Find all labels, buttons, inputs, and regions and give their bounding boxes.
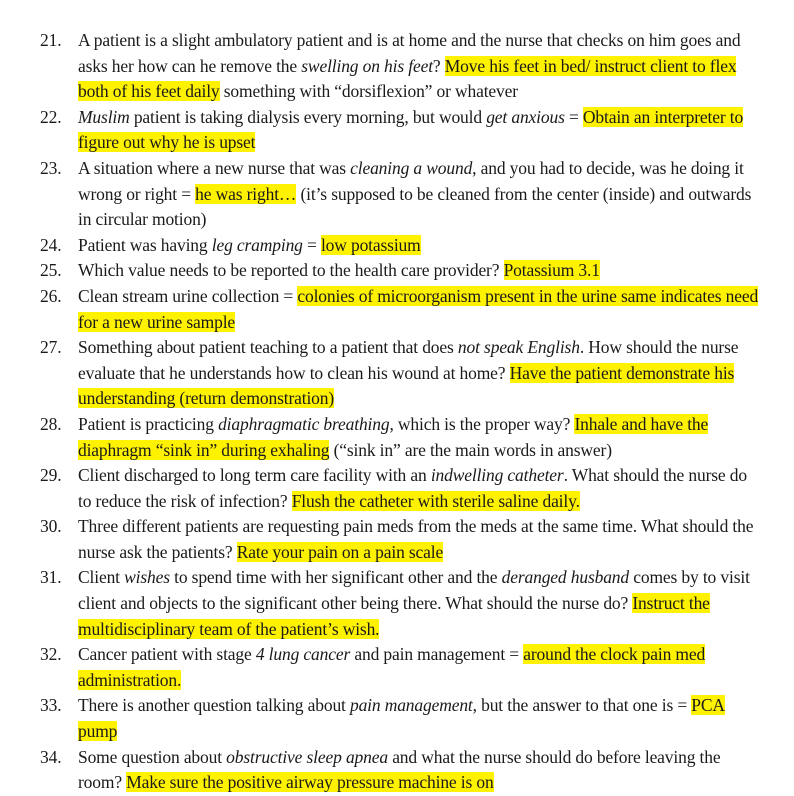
question-text: , but the answer to that one is = (472, 695, 692, 716)
highlighted-answer: he was right… (195, 183, 297, 204)
item-number: 29. (40, 465, 62, 486)
list-item-29 (40, 463, 764, 514)
question-text: patient is taking dialysis every morning, but would (129, 106, 487, 127)
question-text: Three different patients are requesting pain meds from the meds at the same time. What should the nurse ask the patients? (78, 516, 754, 562)
question-text: Cancer patient with stage (78, 644, 256, 665)
list-item-24 (40, 233, 764, 259)
question-text: There is another question talking about (78, 695, 350, 716)
item-number: 28. (40, 413, 62, 434)
item-number: 33. (40, 695, 62, 716)
emphasis-text: get anxious (486, 106, 565, 127)
list-item-26 (40, 284, 764, 335)
emphasis-text: Muslim (78, 106, 130, 127)
item-number: 34. (40, 746, 62, 767)
emphasis-text: diaphragmatic breathing (218, 413, 390, 434)
highlighted-answer: Obtain an interpreter to figure out why he is upset (78, 106, 744, 153)
emphasis-text: 4 lung cancer (255, 644, 351, 665)
highlighted-answer: Have the patient demonstrate his understanding (return demonstration) (78, 362, 735, 409)
item-number: 21. (40, 30, 62, 50)
question-text: ? (432, 55, 445, 76)
list-item-31 (40, 565, 764, 642)
highlighted-answer: Instruct the multidisciplinary team of the patient’s wish. (78, 593, 710, 639)
list-item-34 (40, 745, 764, 796)
question-text: Some question about (78, 746, 227, 767)
item-number: 30. (40, 516, 62, 537)
question-text: and pain management = (350, 644, 524, 665)
question-text: comes by to visit client and objects to the significant other being there. What should the nurse do? (78, 567, 750, 614)
list-item-22 (40, 105, 764, 156)
question-text: Client (78, 567, 125, 588)
question-text: Patient is practicing (78, 413, 219, 434)
emphasis-text: cleaning a wound (350, 157, 473, 178)
highlighted-answer: low potassium (320, 234, 421, 255)
question-list (40, 28, 764, 796)
question-text: . How should the nurse evaluate that he understands how to clean his wound at home? (78, 337, 739, 383)
highlighted-answer: Inhale and have the diaphragm “sink in” during exhaling (78, 413, 709, 460)
item-number: 23. (40, 157, 62, 178)
question-text: something with “dorsiflexion” or whatever (219, 81, 518, 102)
list-item-27 (40, 335, 764, 412)
item-number: 31. (40, 567, 62, 588)
emphasis-text: not speak English (457, 337, 580, 358)
list-item-32 (40, 642, 764, 693)
list-item-23 (40, 156, 764, 233)
question-text: Clean stream urine collection = (78, 285, 298, 306)
highlighted-answer: Move his feet in bed/ instruct client to flex both of his feet daily (78, 55, 737, 102)
item-number: 25. (40, 260, 62, 281)
question-text: Client discharged to long term care facility with an (78, 465, 431, 486)
question-text: and what the nurse should do before leaving the room? (78, 746, 721, 793)
question-text: A situation where a new nurse that was (78, 157, 351, 178)
list-item-25 (40, 258, 764, 284)
emphasis-text: wishes (124, 567, 170, 588)
question-text: A patient is a slight ambulatory patient and is at home and the nurse that checks on him goes and asks her how can he remove the (78, 30, 741, 76)
question-text: = (302, 234, 321, 255)
highlighted-answer: around the clock pain med administration. (78, 644, 706, 690)
list-item-30 (40, 514, 764, 565)
highlighted-answer: Rate your pain on a pain scale (236, 541, 444, 562)
question-text: Something about patient teaching to a patient that does (78, 337, 458, 358)
emphasis-text: pain management (349, 695, 473, 716)
highlighted-answer: PCA pump (78, 695, 725, 742)
emphasis-text: swelling on his feet (301, 55, 433, 76)
question-text: (“sink in” are the main words in answer) (329, 439, 612, 460)
highlighted-answer: colonies of microorganism present in the urine same indicates need for a new urine sample (78, 285, 759, 332)
question-text: Which value needs to be reported to the health care provider? (78, 260, 504, 281)
item-number: 32. (40, 644, 62, 665)
list-item-28 (40, 412, 764, 463)
item-number: 24. (40, 234, 62, 255)
list-item-33 (40, 693, 764, 744)
highlighted-answer: Potassium 3.1 (503, 260, 600, 281)
question-text: , which is the proper way? (389, 413, 575, 434)
item-number: 27. (40, 337, 62, 358)
question-text: to spend time with her significant other and the (169, 567, 502, 588)
emphasis-text: obstructive sleep apnea (226, 746, 388, 767)
question-text: (it’s supposed to be cleaned from the center (inside) and outwards in circular motion) (78, 183, 752, 230)
question-text: Patient was having (78, 234, 212, 255)
item-number: 22. (40, 106, 62, 127)
highlighted-answer: Make sure the positive airway pressure machine is on (126, 772, 494, 793)
question-text: . What should the nurse do to reduce the risk of infection? (78, 465, 747, 511)
emphasis-text: indwelling catheter (430, 465, 564, 486)
list-item-21 (40, 28, 764, 105)
question-text: , and you had to decide, was he doing it wrong or right = (78, 157, 744, 204)
emphasis-text: leg cramping (211, 234, 303, 255)
question-text: = (564, 106, 583, 127)
item-number: 26. (40, 285, 62, 306)
highlighted-answer: Flush the catheter with sterile saline daily. (291, 490, 580, 511)
emphasis-text: deranged husband (501, 567, 630, 588)
